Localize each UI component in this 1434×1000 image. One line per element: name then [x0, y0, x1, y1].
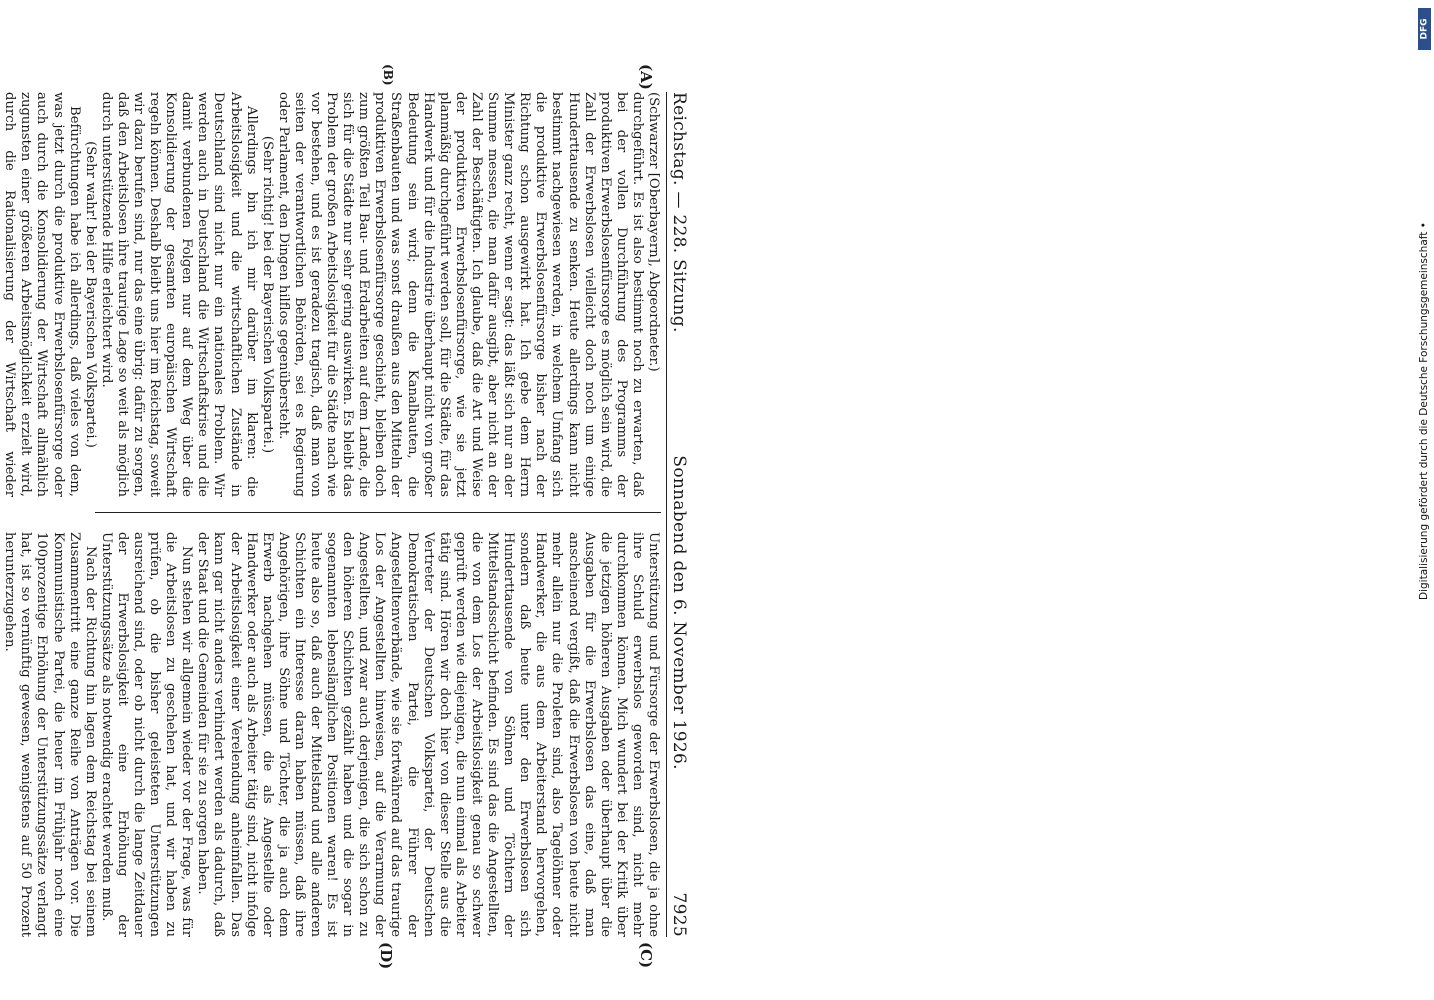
- left-para-3: Allerdings bin ich mir darüber im klaren: die Arbeitslosigkeit und die wirtschaftlichen Zustände in Deutschland sind nicht nur ein nationales Problem. Wir werden auch in Deutschland die Wirtschaftskrise und die damit verbundenen Folgen nur auf dem Weg über die Konsolidierung der gesamten europäischen Wirtschaft regeln können. Deshalb bleibt uns hier im Reichstag, soweit wir dazu berufen sind, nur das eine übrig: dafür zu sorgen, daß den Arbeitslosen ihre traurige Lage so weit als möglich durch unterstützende Hilfe erleichtert wird.: [98, 92, 259, 497]
- left-column: [2, 92, 661, 497]
- header-center: Sonnabend den 6. November 1926.: [669, 455, 689, 770]
- left-para-5: Befürchtungen habe ich allerdings, daß vieles von dem, was jetzt durch die produktive Erwerbslosenfürsorge oder auch durch die Konsolidierung der Wirtschaft allmählich zugunsten einer größeren Arbeitsmöglichkeit erzielt wird, durch die Rationalisierung der Wirtschaft wieder: [2, 92, 82, 497]
- right-para-3: [0, 532, 1, 937]
- dfg-logo: DFG: [1418, 8, 1431, 50]
- right-para-2: Nach der Richtung hin lagen dem Reichstag bei seinem Zusammentritt eine ganze Reihe von Anträgen vor. Die Kommunistische Partei, die heuer im Frühjahr noch eine 100prozentige Erhöhung der Unterstützungssätze verlangt hat, ist so vernünftig gewesen, wenigstens auf 50 Prozent herunterzugehen.: [2, 532, 98, 937]
- rotated-page: [2, 64, 695, 970]
- header-page-number: 7925: [669, 892, 689, 937]
- left-para-1: durchgeführt. Es ist also bestimmt noch zu erwarten, daß bei der vollen Durchführung des Programms der produktiven Erwerbslosenfürsorge es möglich sein wird, die Zahl der Erwerbslosen vielleicht doch noch um einige Hunderttausende zu senken. Heute allerdings kann nicht bestimmt nachgewiesen werden, in welchem Umfang sich die produktive Erwerbslosenfürsorge bisher nach der Richtung schon ausgewirkt hat. Ich gebe dem Herrn Minister ganz recht, wenn er sagt: das läßt sich nur an der Summe messen, die man dafür ausgibt, aber nicht an der Zahl der Beschäftigten. Ich glaube, daß die Art und Weise der produktiven Erwerbslosenfürsorge, wie sie jetzt planmäßig durchgeführt werden soll, für die Städte, für das Handwerk und für die Industrie überhaupt nicht von großer Bedeutung sein wird; denn die Kanalbauten, die Straßenbauten und was sonst draußen aus den Mitteln der produktiven Erwerbslosenfürsorge geschieht, bleiben doch zum größten Teil Bau- und Erdarbeiten auf dem Lande, die sich für die Städte nur sehr gering auswirken. Es bleibt das Problem der großen Arbeitslosigkeit für die Städte nach wie vor bestehen, und es ist geradezu tragisch, daß man von seiten der verantwortlichen Behörden, sei es Regierung oder Parlament, den Dingen hilflos gegenübersteht.: [275, 92, 645, 497]
- header-rule: [666, 92, 667, 937]
- margin-marker-c: (C): [637, 942, 655, 969]
- left-para-2: (Sehr richtig! bei der Bayerischen Volkspartei.): [259, 135, 275, 454]
- page-header: [669, 92, 695, 937]
- header-left: Reichstag. — 228. Sitzung.: [669, 92, 689, 333]
- right-column: [2, 532, 661, 937]
- margin-marker-b: (B): [381, 64, 395, 86]
- right-para-1: Nun stehen wir allgemein wieder vor der Frage, was für die Arbeitslosen zu geschehen hat, und wir haben zu prüfen, ob die bisher geleisteten Unterstützungen ausreichend sind, oder ob nicht durch die lange Zeitdauer der Erwerbslosigkeit eine Erhöhung der Unterstützungssätze als notwendig erachtet werden muß.: [98, 532, 195, 937]
- funding-notice: Digitalisierung gefördert durch die Deutsche Forschungsgemeinschaft •: [1418, 222, 1430, 600]
- left-para-0: (Schwarzer [Oberbayern], Abgeordneter.): [646, 92, 661, 372]
- column-divider: [95, 512, 661, 513]
- page-sheet: [2, 64, 695, 970]
- left-para-4: (Sehr wahr! bei der Bayerischen Volkspartei.): [82, 141, 98, 448]
- margin-marker-a: (A): [637, 64, 655, 90]
- margin-marker-d: (D): [377, 942, 395, 970]
- right-para-0: Unterstützung und Fürsorge der Erwerbslosen, die ja ohne ihre Schuld erwerbslos geworden sind, nicht mehr durchkommen können. Mich wundert bei der Kritik über die jetzigen höheren Ausgaben oder überhaupt über die Ausgaben für die Erwerbslosen das eine, daß man anscheinend vergißt, daß die Erwerbslosen von heute nicht mehr allein nur die Proleten sind, also Tagelöhner oder Handwerker, die aus dem Arbeiterstand hervorgehen, sondern daß heute unter den Erwerbslosen sich Hunderttausende von Söhnen und Töchtern der Mittelstandsschicht befinden. Es sind das die Angestellten, die von dem Los der Arbeitslosigkeit genau so schwer geprüft werden wie diejenigen, die nun einmal als Arbeiter tätig sind. Hören wir doch hier von dieser Stelle aus die Vertreter der Deutschen Volkspartei, der Deutschen Demokratischen Partei, die Führer der Angestelltenverbände, wie sie fortwährend auf das traurige Los der Angestellten hinweisen, auf die Verarmung der Angestellten, und zwar auch derjenigen, die sich schon zu den höheren Schichten gezählt haben und die sogar in sogenannten lebenslänglichen Positionen waren! Es ist heute also so, daß auch der Mittelstand und alle anderen Schichten ein Interesse daran haben müssen, daß ihre Angehörigen, ihre Söhne und Töchter, die ja auch dem Erwerb nachgehen müssen, die als Angestellte oder Handwerker oder auch als Arbeiter tätig sind, nicht infolge der Arbeitslosigkeit einer Verelendung anheimfallen. Das kann gar nicht anders verhindert werden als dadurch, daß der Staat und die Gemeinden für sie zu sorgen haben.: [195, 532, 661, 937]
